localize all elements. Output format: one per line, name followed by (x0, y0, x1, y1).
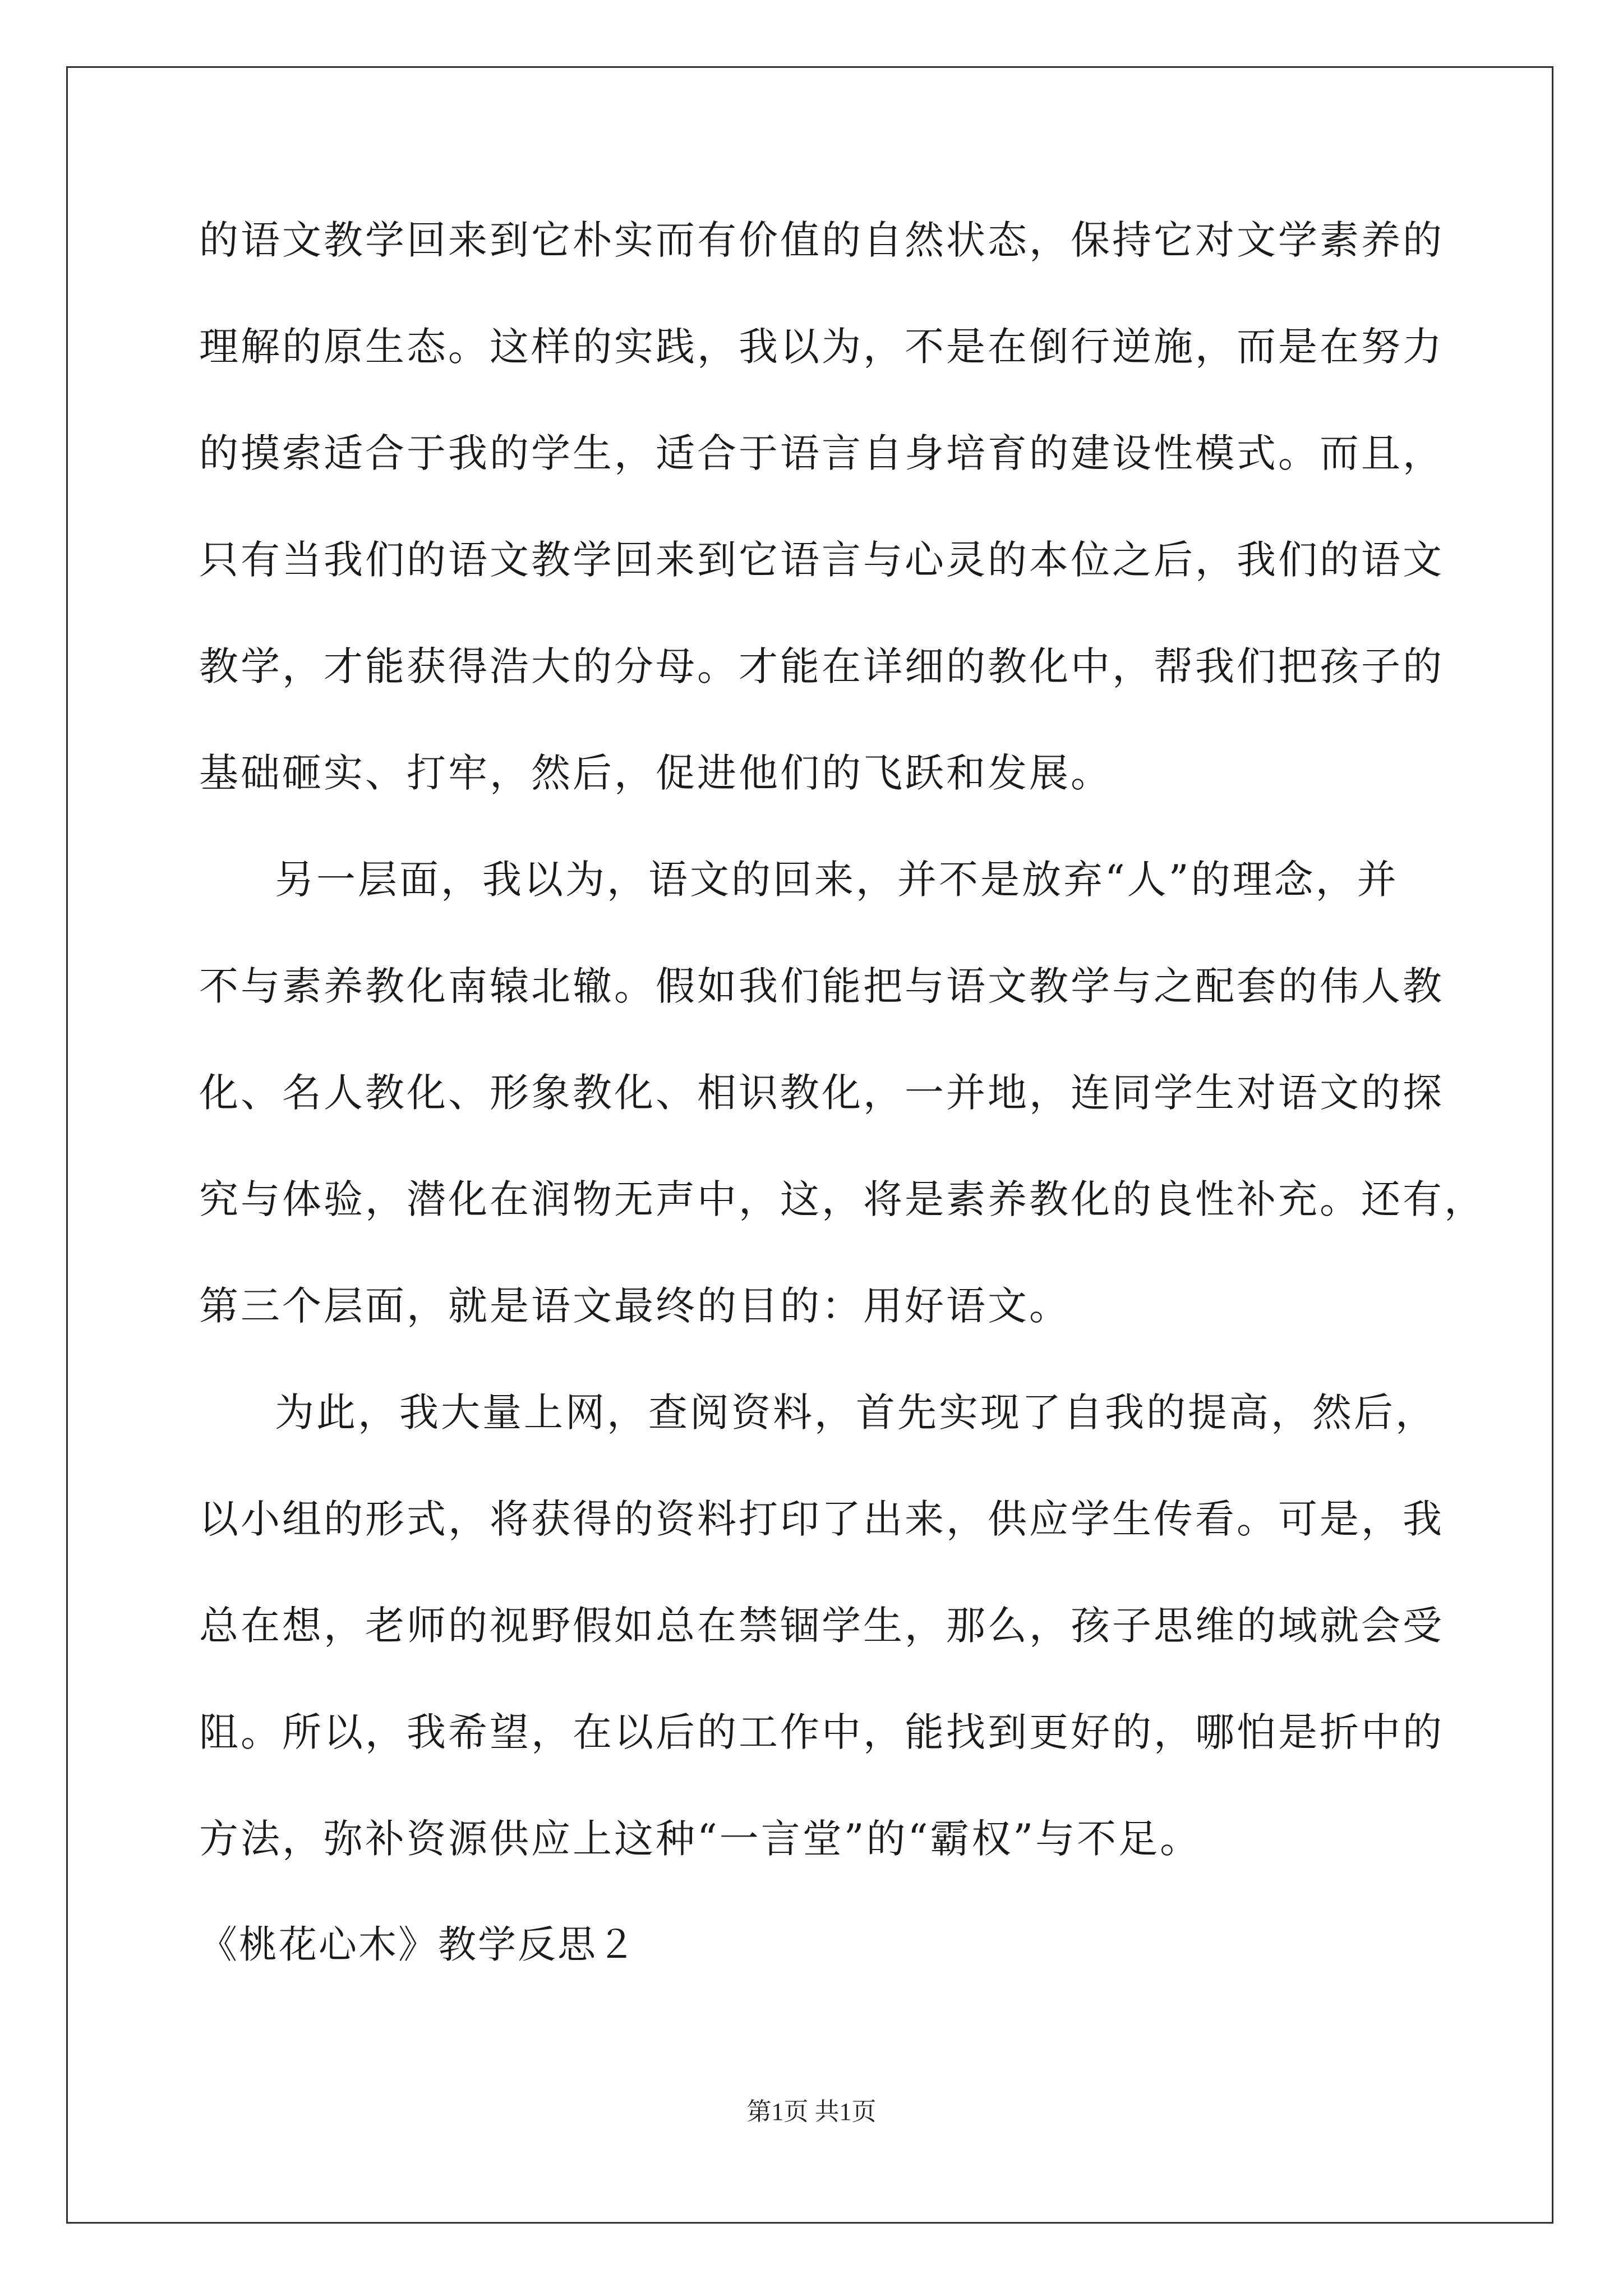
section-heading: 《桃花心木》教学反思２ (199, 1923, 638, 1967)
page-border (66, 66, 1553, 2224)
paragraph-line: 不与素养教化南辕北辙。假如我们能把与语文教学与之配套的伟人教 (199, 963, 1444, 1009)
paragraph-line: 理解的原生态。这样的实践，我以为，不是在倒行逆施，而是在努力 (199, 324, 1444, 370)
page-number-footer: 第1页 共1页 (746, 2098, 877, 2125)
paragraph-line: 教学，才能获得浩大的分母。才能在详细的教化中，帮我们把孩子的 (199, 643, 1444, 689)
paragraph-line: 第三个层面，就是语文最终的目的：用好语文。 (199, 1283, 1071, 1329)
paragraph-line: 总在想，老师的视野假如总在禁锢学生，那么，孩子思维的域就会受 (199, 1603, 1444, 1649)
paragraph-line: 的摸索适合于我的学生，适合于语言自身培育的建设性模式。而且， (199, 430, 1444, 476)
paragraph-line: 化、名人教化、形象教化、相识教化，一并地，连同学生对语文的探 (199, 1070, 1444, 1116)
paragraph-line: 基础砸实、打牢，然后，促进他们的飞跃和发展。 (199, 750, 1112, 796)
paragraph-line: 的语文教学回来到它朴实而有价值的自然状态，保持它对文学素养的 (199, 217, 1444, 263)
paragraph-line: 为此，我大量上网，查阅资料，首先实现了自我的提高，然后， (275, 1389, 1437, 1435)
paragraph-line: 方法，弥补资源供应上这种“一言堂”的“霸权”与不足。 (199, 1816, 1202, 1862)
paragraph-line: 究与体验，潜化在润物无声中，这，将是素养教化的良性补充。还有， (199, 1176, 1486, 1222)
paragraph-line: 只有当我们的语文教学回来到它语言与心灵的本位之后，我们的语文 (199, 537, 1444, 583)
paragraph-line: 另一层面，我以为，语文的回来，并不是放弃“人”的理念，并 (275, 857, 1399, 903)
paragraph-line: 阻。所以，我希望，在以后的工作中，能找到更好的，哪怕是折中的 (199, 1709, 1444, 1755)
paragraph-line: 以小组的形式，将获得的资料打印了出来，供应学生传看。可是，我 (199, 1496, 1444, 1542)
